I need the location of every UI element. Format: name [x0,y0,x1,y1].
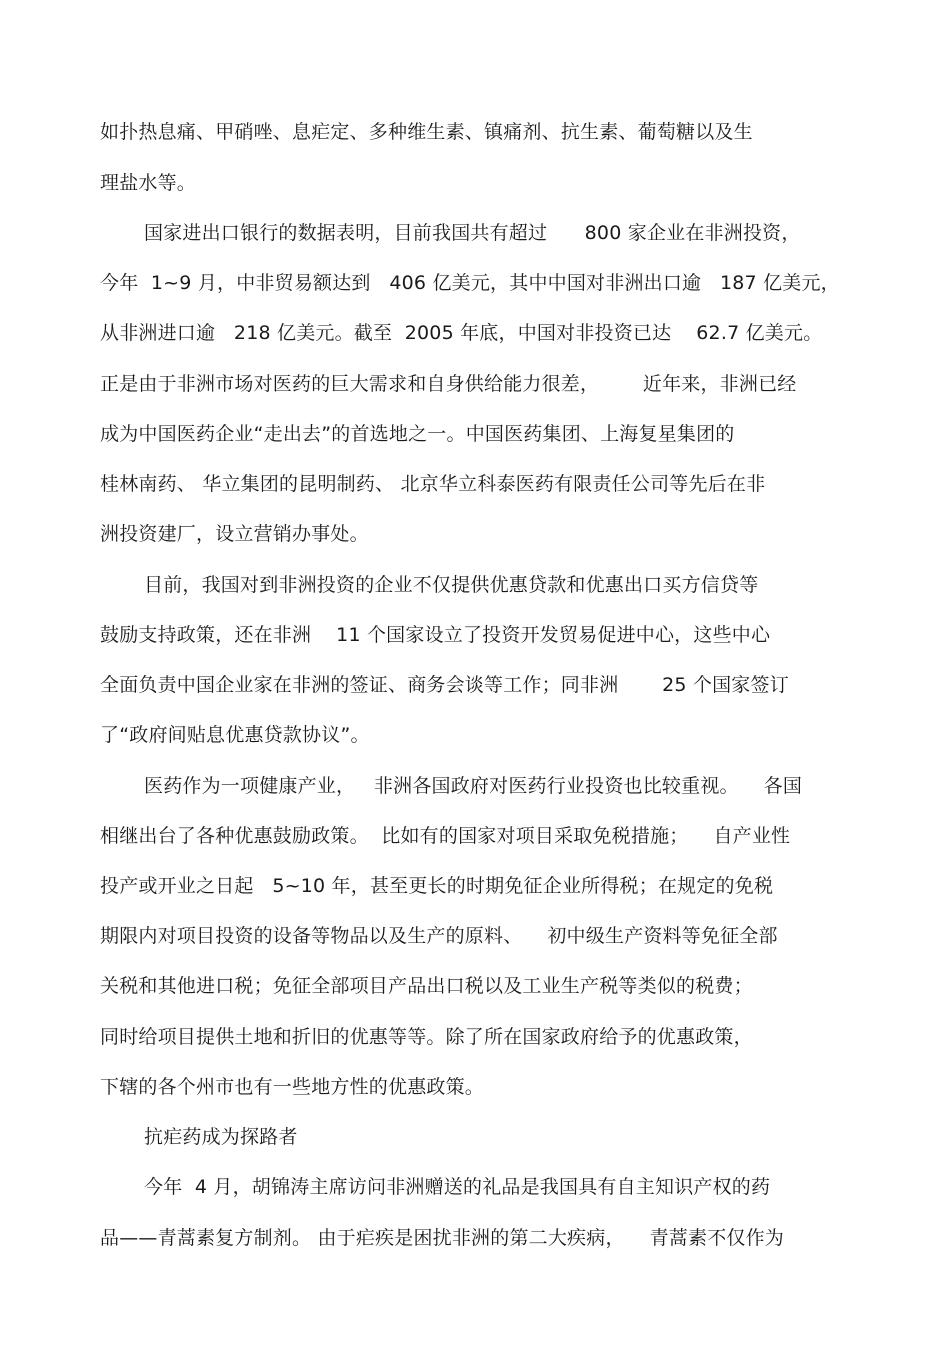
text-line: 今年 4 月，胡锦涛主席访问非洲赠送的礼品是我国具有自主知识产权的药 [144,1176,771,1198]
text-line: 桂林南药、 华立集团的昆明制药、 北京华立科泰医药有限责任公司等先后在非 [100,473,766,495]
text-line: 了“政府间贴息优惠贷款协议”。 [100,724,370,746]
text-line: 相继出台了各种优惠鼓励政策。 比如有的国家对项目采取免税措施； 自产业性 [100,825,791,847]
text-line: 下辖的各个州市也有一些地方性的优惠政策。 [100,1076,485,1098]
text-line: 成为中国医药企业“走出去”的首选地之一。中国医药集团、上海复星集团的 [100,423,735,445]
text-line: 从非洲进口逾 218 亿美元。截至 2005 年底，中国对非投资已达 62.7 亿美元。 [100,322,823,344]
text-line: 期限内对项目投资的设备等物品以及生产的原料、 初中级生产资料等免征全部 [100,925,778,947]
text-line: 洲投资建厂，设立营销办事处。 [100,523,369,545]
text-line: 全面负责中国企业家在非洲的签证、商务会谈等工作；同非洲 25 个国家签订 [100,674,789,696]
text-line: 关税和其他进口税；免征全部项目产品出口税以及工业生产税等类似的税费； [100,975,753,997]
text-line: 理盐水等。 [100,172,197,194]
text-line: 国家进出口银行的数据表明，目前我国共有超过 800 家企业在非洲投资， [144,222,801,244]
text-line: 今年 1~9 月，中非贸易额达到 406 亿美元，其中中国对非洲出口逾 187 亿美元， [100,272,840,294]
text-line: 鼓励支持政策，还在非洲 11 个国家设立了投资开发贸易促进中心，这些中心 [100,624,771,646]
text-line: 正是由于非洲市场对医药的巨大需求和自身供给能力很差， 近年来，非洲已经 [100,373,797,395]
text-line: 品——青蒿素复方制剂。 由于疟疾是困扰非洲的第二大疾病， 青蒿素不仅作为 [100,1227,784,1249]
text-line: 目前，我国对到非洲投资的企业不仅提供优惠贷款和优惠出口买方信贷等 [144,574,759,596]
text-line: 投产或开业之日起 5~10 年，甚至更长的时期免征企业所得税；在规定的免税 [100,875,774,897]
text-line: 如扑热息痛、甲硝唑、息疟定、多种维生素、镇痛剂、抗生素、葡萄糖以及生 [100,121,753,143]
section-heading: 抗疟药成为探路者 [144,1126,298,1148]
text-line: 同时给项目提供土地和折旧的优惠等等。除了所在国家政府给予的优惠政策， [100,1026,753,1048]
text-line: 医药作为一项健康产业， 非洲各国政府对医药行业投资也比较重视。 各国 [144,775,803,797]
